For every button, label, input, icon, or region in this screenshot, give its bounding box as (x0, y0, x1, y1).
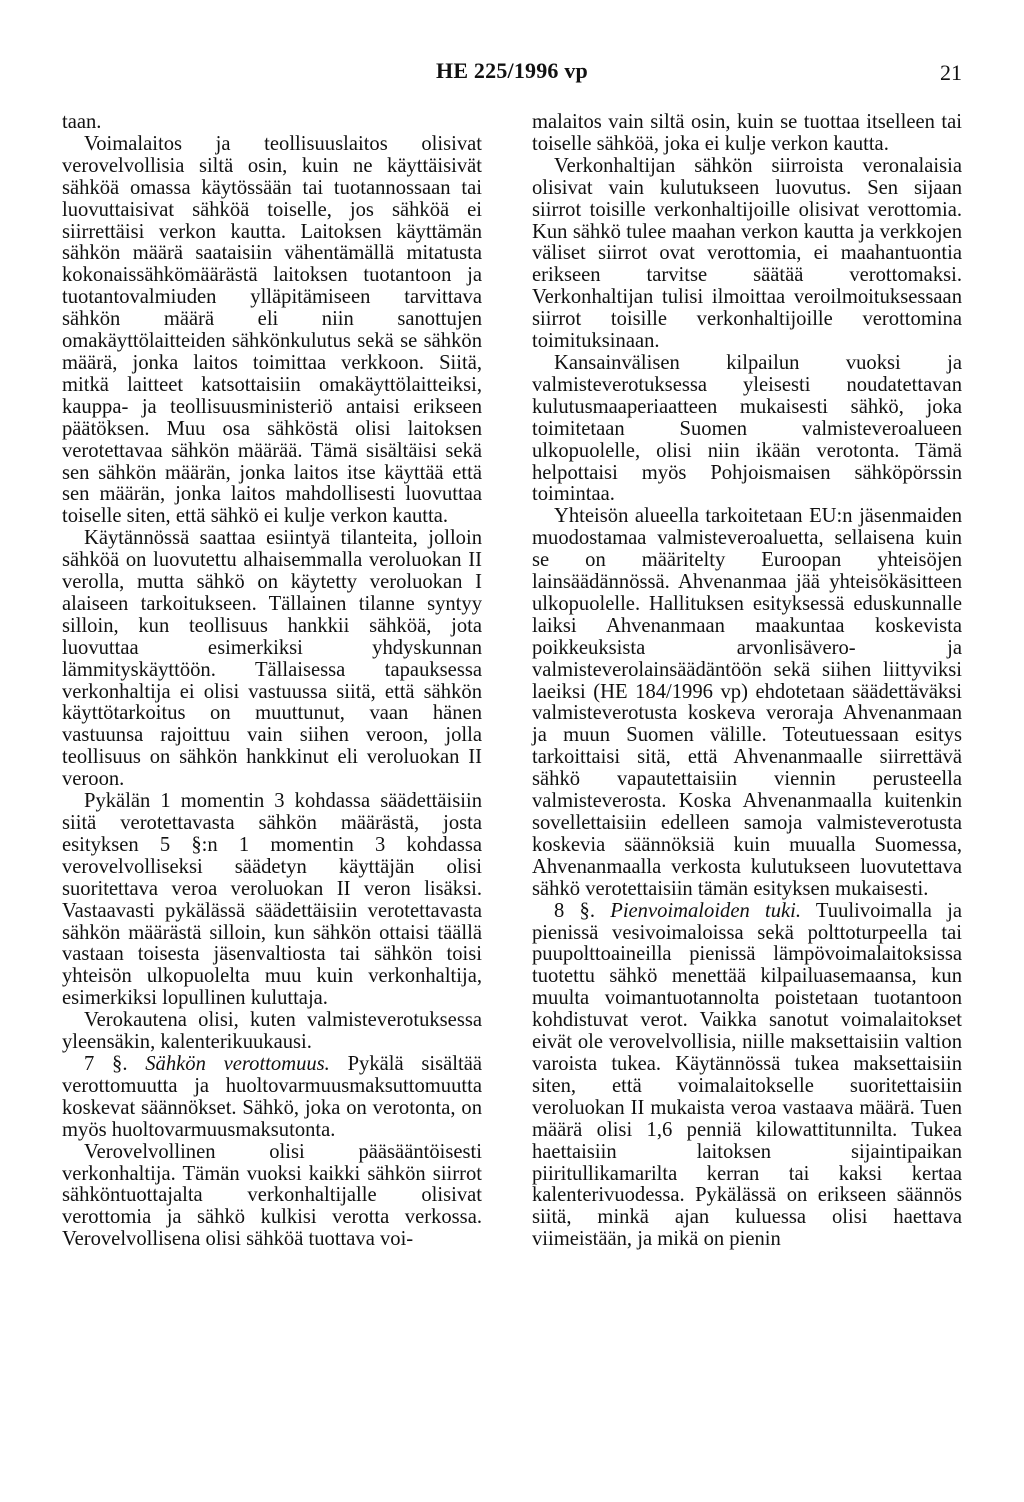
paragraph: Yhteisön alueella tarkoitetaan EU:n jäsenmaiden muodostamaa valmisteveroaluetta, sellaisena kuin se on määritelty Euroopan yhteisöjen lainsäädännössä. Ahvenanmaa jää yhteisökäsitteen ulkopuolelle. Hallituksen esityksessä eduskunnalle laiksi Ahvenanmaan maakuntaa koskevista poikkeuksista arvonlisävero- ja valmisteverolainsäädäntöön sekä siihen liittyviksi laeiksi (HE 184/1996 vp) ehdotetaan säädettäväksi valmisteverotusta koskeva veroraja Ahvenanmaan ja muun Suomen välille. Toteutuessaan esitys tarkoittaisi sitä, että Ahvenanmaalle siirrettävä sähkö vapautettaisiin viennin perusteella valmisteverosta. Koska Ahvenanmaalla kuitenkin sovellettaisiin edelleen samoja valmisteverotusta koskevia säännöksiä kuin muualla Suomessa, Ahvenanmaalla verkosta kulutukseen luovutettava sähkö verotettaisiin tämän esityksen mukaisesti. (532, 505, 962, 900)
right-column (532, 112, 962, 1251)
section-paragraph (532, 901, 962, 1252)
paragraph: taan. (62, 111, 102, 133)
left-column (62, 112, 482, 1251)
section-paragraph (62, 1054, 482, 1142)
paragraph: Käytännössä saattaa esiintyä tilanteita, jolloin sähköä on luovutettu alhaisemmalla veroluokan II verolla, mutta sähkö on käytetty veroluokan I alaiseen tarkoitukseen. Tällainen tilanne syntyy silloin, kun teollisuus hankkii sähköä, jota luovuttaa esimerkiksi yhdyskunnan lämmityskäyttöön. Tällaisessa tapauksessa verkonhaltija ei olisi vastuussa siitä, että sähkön käyttötarkoitus on muuttunut, vaan hänen vastuunsa rajoittuu vain siihen veroon, jolla teollisuus on sähkön hankkinut eli veroluokan II veroon. (62, 527, 482, 791)
paragraph: Verovelvollinen olisi pääsääntöisesti verkonhaltija. Tämän vuoksi kaikki sähkön siirrot sähköntuottajalta verkonhaltijalle olisivat verottomia ja sähkö kulkisi verotta verkossa. Verovelvollisena olisi sähköä tuottava voi- (62, 1140, 482, 1251)
section-number: 8 §. (554, 899, 611, 922)
paragraph: Verokautena olisi, kuten valmisteverotuksessa yleensäkin, kalenterikuukausi. (62, 1009, 482, 1054)
section-text: Tuulivoimalla ja pienissä vesivoimaloissa sekä polttoturpeella tai puupolttoaineilla pienissä lämpövoimalaitoksissa tuotettu sähkö menettää kilpailuasemaansa, kun muulta voimantuotannolta poistetaan tuotantoon kohdistuvat verot. Vaikka sanotut voimalaitokset eivät ole verovelvollisia, niille maksettaisiin valtion varoista tukea. Käytännössä tukea maksettaisiin siten, että voimalaitokselle suoritettaisiin veroluokan II mukaista veroa vastaava määrä. Tuen määrä olisi 1,6 penniä kilowattitunnilta. Tukea haettaisiin laitoksen sijaintipaikan piiritullikamarilta kerran tai kaksi kertaa kalenterivuodessa. Pykälässä on erikseen säännös siitä, minkä ajan kuluessa olisi haettava viimeistään, ja mikä on pienin (532, 899, 962, 1251)
paragraph: malaitos vain siltä osin, kuin se tuottaa itselleen tai toiselle sähköä, joka ei kulje verkon kautta. (532, 111, 962, 155)
section-title: Sähkön verottomuus. (145, 1052, 330, 1075)
section-text: Pykälä sisältää verottomuutta ja huoltovarmuusmaksuttomuutta koskevat säännökset. Sähkö, joka on verotonta, on myös huoltovarmuusmaksutonta. (62, 1052, 482, 1141)
section-number: 7 §. (84, 1052, 146, 1075)
paragraph: Kansainvälisen kilpailun vuoksi ja valmisteverotuksessa yleisesti noudatettavan kulutusmaaperiaatteen mukaisesti sähkö, joka toimitetaan Suomen valmisteveroalueen ulkopuolelle, olisi niin ikään verotonta. Tämä helpottaisi myös Pohjoismaisen sähköpörssin toimintaa. (532, 351, 962, 506)
page-number: 21 (940, 60, 962, 85)
paragraph: Pykälän 1 momentin 3 kohdassa säädettäisiin siitä verotettavasta sähkön määrästä, josta esityksen 5 §:n 1 momentin 3 kohdassa verovelvolliseksi säädetyn käyttäjän olisi suoritettava veroa veroluokan II veron lisäksi. Vastaavasti pykälässä säädettäisiin verotettavasta sähkön määrästä silloin, kun sähkön ottaisi täällä vastaan toisesta jäsenvaltiosta tai sähkön toisi yhteisön ulkopuolelta muu kuin verkonhaltija, esimerkiksi lopullinen kuluttaja. (62, 790, 482, 1010)
section-title: Pienvoimaloiden tuki. (610, 899, 802, 922)
paragraph: Voimalaitos ja teollisuuslaitos olisivat verovelvollisia siltä osin, kuin ne käyttäisivät sähköä omassa käytössään tai tuotannossaan tai luovuttaisivat sähköä toiselle, jos sähköä ei siirrettäisi verkon kautta. Laitoksen käyttämän sähkön määrä saataisiin vähentämällä mitatusta kokonaissähkömäärästä laitoksen tuotantoon ja tuotantovalmiuden ylläpitämiseen tarvittava sähkön määrä eli niin sanottujen omakäyttölaitteiden sähkönkulutus sekä se sähkön määrä, jonka laitos toimittaa verkkoon. Siitä, mitkä laitteet katsottaisiin omakäyttölaitteiksi, kauppa- ja teollisuusministeriö antaisi erikseen päätöksen. Muu osa sähköstä olisi laitoksen verotettavaa sähkön määrää. Tämä sisältäisi sekä sen sähkön määrän, jonka laitos itse käyttää että sen määrän, jonka laitos mahdollisesti luovuttaa toiselle siten, että sähkö ei kulje verkon kautta. (62, 132, 482, 528)
document-title: HE 225/1996 vp (436, 58, 588, 83)
paragraph: Verkonhaltijan sähkön siirroista veronalaisia olisivat vain kulutukseen luovutus. Sen sijaan siirrot toisille verkonhaltijoille olisivat verottomia. Kun sähkö tulee maahan verkon kautta ja verkkojen väliset siirrot ovat verottomia, ei maahantuontia erikseen tarvitse säätää verottomaksi. Verkonhaltijan tulisi ilmoittaa veroilmoituksessaan siirrot toisille verkonhaltijoille verottomina toimituksinaan. (532, 154, 962, 353)
